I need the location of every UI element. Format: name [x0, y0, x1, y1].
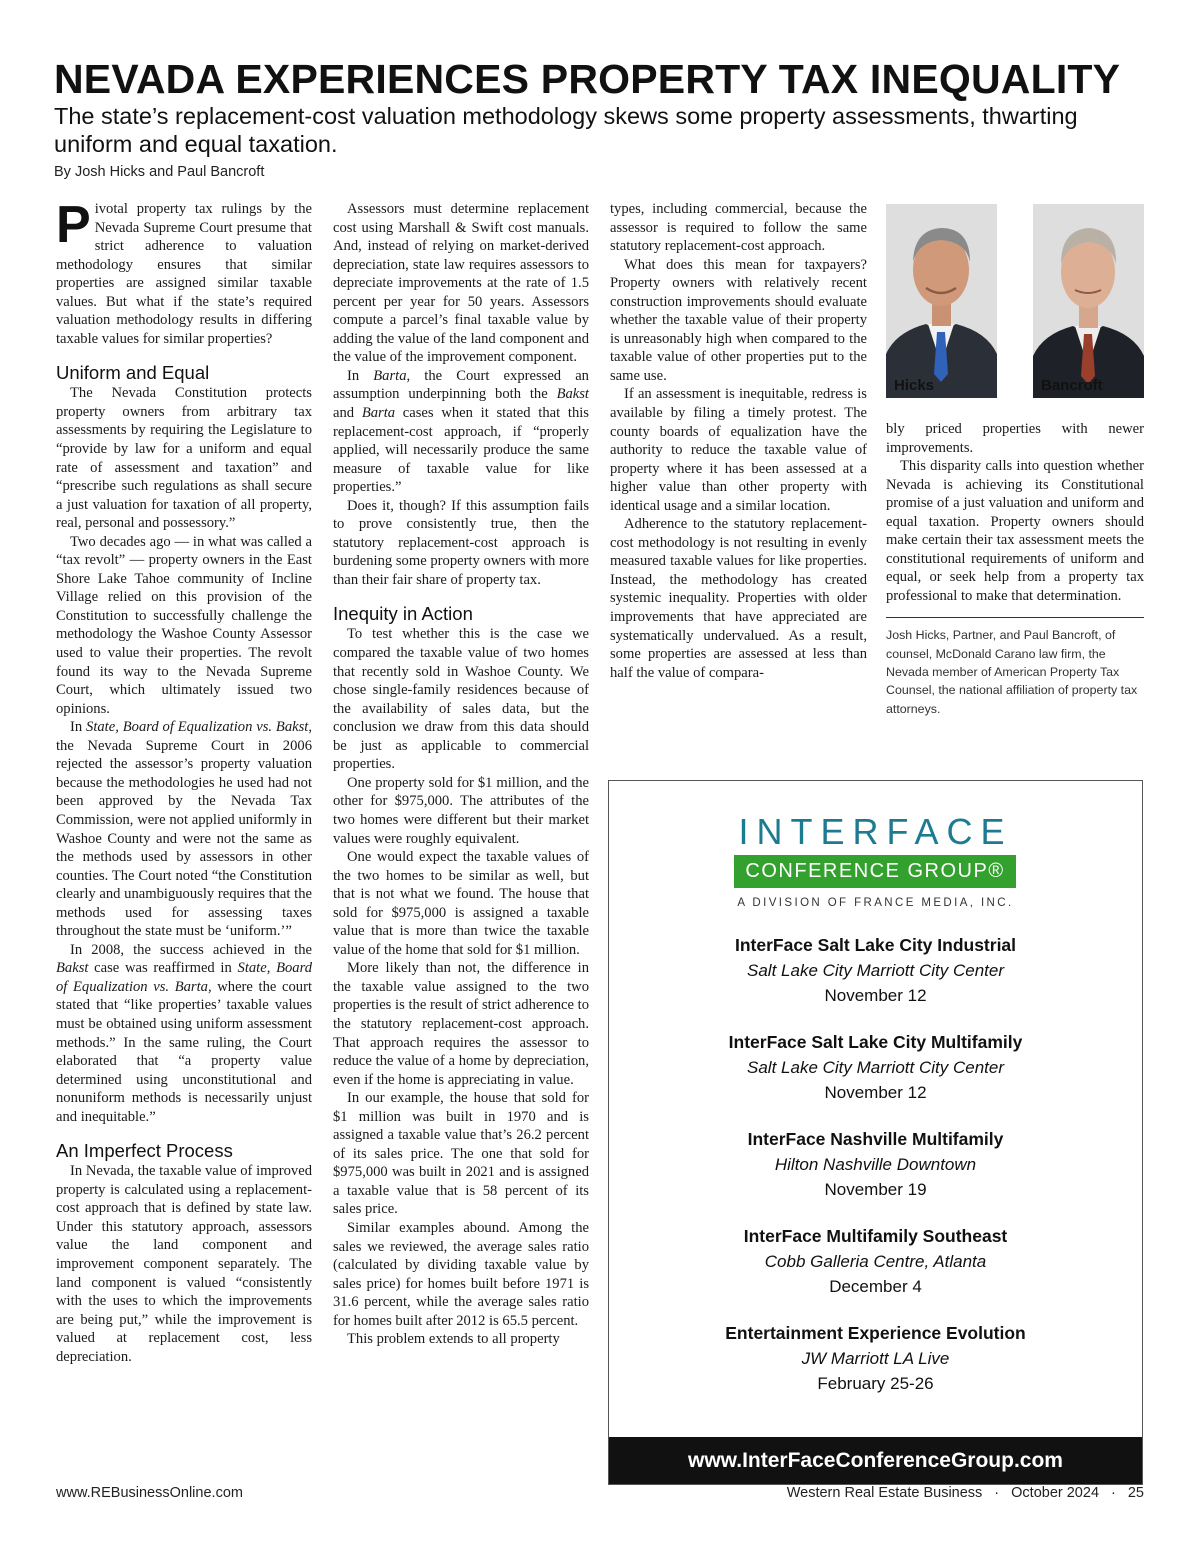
section-heading: Inequity in Action: [333, 603, 473, 625]
event-date: November 12: [824, 986, 927, 1005]
ad-division-text: A DIVISION OF FRANCE MEDIA, INC.: [737, 897, 1014, 909]
author-bio: Josh Hicks, Partner, and Paul Bancroft, of counsel, McDonald Carano law firm, the Nevada member of American Property Tax Counsel, the national affiliation of property tax attorneys.: [886, 628, 1138, 716]
body-paragraph: What does this mean for taxpayers? Property owners with relatively recent construction improvements should evaluate whether the taxable value of their property is unreasonably high when compared to the taxable value of other properties put to the same use.: [610, 256, 867, 384]
event-list: [609, 933, 1142, 1418]
case-name: State, Board of Equalization vs. Bakst: [86, 719, 309, 736]
article-column-4: [886, 420, 1144, 718]
photo-caption: Hicks: [894, 377, 935, 394]
footer-separator: ·: [994, 1485, 1000, 1501]
author-photo-bancroft: [1033, 204, 1144, 398]
body-paragraph: types, including commercial, because the assessor is required to follow the same statutory replacement-cost approach.: [610, 201, 867, 255]
divider: [886, 617, 1144, 618]
event-venue: Salt Lake City Marriott City Center: [747, 961, 1004, 980]
body-paragraph: If an assessment is inequitable, redress is available by filing a timely protest. The county boards of equalization have the authority to reduce the taxable value of property where it has been assessed at a higher value than other property with identical usage and a similar location.: [610, 386, 867, 514]
event-item: [609, 1224, 1142, 1299]
author-photo-hicks: [886, 204, 997, 398]
body-paragraph: One would expect the taxable values of the two homes to be similar as well, but that is not what we found. The house that sold for $975,000 is assigned a taxable value that is more than twice the taxable value of the home that sold for $1 million.: [333, 849, 589, 958]
case-name: Barta: [373, 367, 407, 384]
case-name: Barta: [361, 405, 396, 422]
case-name: State, Board of Equalization vs. Barta: [56, 960, 313, 995]
event-venue: JW Marriott LA Live: [801, 1349, 950, 1368]
interface-logo: INTERFACE: [738, 811, 1013, 852]
body-paragraph: In Nevada, the taxable value of improved property is calculated using a replacement-cost approach that is defined by state law. Under this statutory approach, assessors value the land component and improvement component separately. The land component is valued “consistently with the uses to which the improvements are being put,” while the improvement is valued at replacement cost, less depreciation.: [56, 1163, 312, 1365]
body-paragraph: To test whether this is the case we compared the taxable value of two homes that recently sold in Washoe County. We chose single-family residences because of the availability of sales data, but the conclusion we draw from this data should be just as applicable to commercial properties.: [333, 626, 589, 773]
page-number: 25: [1127, 1485, 1144, 1501]
event-item: [609, 1127, 1142, 1202]
article-deck: The state’s replacement-cost valuation methodology skews some property assessments, thwarting uniform and equal taxation.: [54, 103, 1078, 157]
event-date: November 19: [824, 1180, 927, 1199]
body-paragraph: In our example, the house that sold for $1 million was built in 1970 and is assigned a taxable value that’s 26.2 percent of its sales price. The one that sold for $975,000 was built in 2021 and is assigned a taxable value that is 58 percent of its sales price.: [333, 1090, 589, 1218]
author-photos: [886, 204, 1146, 398]
ad-url-link[interactable]: www.InterFaceConferenceGroup.com: [609, 1437, 1142, 1484]
body-paragraph: bly priced properties with newer improvements.: [886, 421, 1144, 456]
event-item: [609, 1030, 1142, 1105]
body-paragraph: This disparity calls into question whether Nevada is achieving its Constitutional promise of a just valuation and uniform and equal taxation. Property owners should make certain their tax assessment meets the constitutional requirements of uniform and equal, or seek help from a property tax professional to make that determination.: [886, 458, 1144, 604]
section-heading: Uniform and Equal: [56, 362, 210, 384]
event-date: February 25-26: [817, 1374, 934, 1393]
body-paragraph: More likely than not, the difference in the taxable value assigned to the two properties is the result of strict adherence to the statutory replacement-cost approach. That approach requires the assessor to reduce the value of a home by depreciation, even if the home is appreciating in value.: [333, 960, 589, 1088]
body-paragraph: This problem extends to all property: [347, 1331, 560, 1348]
article-column-1: [56, 196, 313, 1366]
event-item: [609, 933, 1142, 1008]
publication-name: Western Real Estate Business: [786, 1485, 983, 1501]
portrait-icon: [886, 204, 997, 398]
footer-publication-info: [787, 1485, 1144, 1501]
body-paragraph: Adherence to the statutory replacement-cost methodology is not resulting in evenly measured taxable values for like properties. Instead, the methodology has created systemic inequality. Properties with older improvements that have appreciated are systematically undervalued. As a result, some properties are assessed at less than half the value of compara-: [610, 516, 867, 681]
issue-date: October 2024: [1011, 1485, 1100, 1501]
event-date: December 4: [829, 1277, 922, 1296]
event-date: November 12: [824, 1083, 927, 1102]
body-paragraph: Pivotal property tax rulings by the Nevada Supreme Court presume that strict adherence to valuation methodology ensures that similar properties are assigned similar taxable values. But what if the state’s required valuation methodology results in differing taxable values for similar properties?: [56, 196, 312, 347]
event-title: InterFace Salt Lake City Multifamily: [728, 1032, 1023, 1052]
article-byline: By Josh Hicks and Paul Bancroft: [54, 164, 265, 180]
footer-website-link[interactable]: www.REBusinessOnline.com: [56, 1485, 243, 1501]
body-paragraph: In State, Board of Equalization vs. Bakst, the Nevada Supreme Court in 2006 rejected the assessor’s property valuation because the methodologies he used had not been approved by the Nevada Tax Commission, were not applied uniformly in Washoe County and were not the same as the methods used by assessors in other counties. The Court noted “the Constitution clearly and unambiguously requires that the methods used for assessing taxes throughout the state must be ‘uniform.’”: [56, 719, 312, 940]
case-name: Bakst: [556, 386, 589, 403]
portrait-icon: [1033, 204, 1144, 398]
event-title: InterFace Nashville Multifamily: [747, 1129, 1004, 1149]
event-item: [609, 1321, 1142, 1396]
body-paragraph: Does it, though? If this assumption fails to prove consistently true, then the statutory replacement-cost approach is burdening some property owners with more than their fair share of property tax.: [333, 497, 589, 588]
event-venue: Hilton Nashville Downtown: [774, 1155, 977, 1174]
event-title: InterFace Multifamily Southeast: [743, 1226, 1008, 1246]
body-paragraph: Similar examples abound. Among the sales we reviewed, the average sales ratio (calculated by dividing taxable value by sales price) for homes built before 1971 is 31.6 percent, while the average sales ratio for homes built after 2012 is 65.5 percent.: [333, 1219, 589, 1329]
case-name: Bakst: [56, 960, 89, 977]
body-paragraph: Two decades ago — in what was called a “tax revolt” — property owners in the East Shore Lake Tahoe community of Incline Village relied on this provision of the Constitution to successfully challenge the methodology the Washoe County Assessor used to value their properties. The revolt found its way to the Nevada Supreme Court, which ultimately issued two opinions.: [56, 533, 312, 717]
event-title: InterFace Salt Lake City Industrial: [734, 935, 1017, 955]
body-paragraph: In Barta, the Court expressed an assumption underpinning both the Bakst and Barta cases when it stated that this replacement-cost approach, if “properly applied, will necessarily produce the same measure of taxable value for like properties.”: [333, 367, 589, 496]
drop-cap: P: [56, 196, 91, 254]
body-paragraph: The Nevada Constitution protects property owners from arbitrary tax assessments by requiring the Legislature to “provide by law for a uniform and equal rate of assessment and taxation” and “prescribe such regulations as shall secure a just valuation for taxation of all property, real, personal and possessory.”: [56, 385, 312, 532]
event-venue: Cobb Galleria Centre, Atlanta: [764, 1252, 987, 1271]
body-paragraph: Assessors must determine replacement cost using Marshall & Swift cost manuals. And, instead of relying on market-derived depreciation, state law requires assessors to depreciate improvements at the rate of 1.5 percent per year for 50 years. Assessors compute a parcel’s final taxable value by adding the value of the land component and the value of the improvement component.: [333, 201, 589, 366]
body-paragraph: One property sold for $1 million, and the other for $975,000. The attributes of the two homes were different but their market values were roughly equivalent.: [333, 774, 589, 847]
section-heading: An Imperfect Process: [56, 1140, 233, 1162]
event-venue: Salt Lake City Marriott City Center: [747, 1058, 1004, 1077]
article-column-3: [610, 200, 867, 682]
event-title: Entertainment Experience Evolution: [725, 1323, 1026, 1343]
advertisement[interactable]: [608, 780, 1143, 1485]
article-headline: NEVADA EXPERIENCES PROPERTY TAX INEQUALITY: [54, 56, 1121, 102]
article-column-2: [333, 200, 589, 1349]
photo-caption: Bancroft: [1041, 377, 1103, 394]
logo-bar: CONFERENCE GROUP®: [734, 855, 1016, 888]
footer-separator: ·: [1111, 1485, 1116, 1501]
body-paragraph: In 2008, the success achieved in the Bakst case was reaffirmed in State, Board of Equalization vs. Barta, where the court stated that “like properties’ taxable values must be obtained using uniform assessment methods.” In the same ruling, the Court elaborated that “a property value determined using unconstitutional and nonuniform methods is necessarily unjust and inequitable.”: [56, 941, 313, 1125]
